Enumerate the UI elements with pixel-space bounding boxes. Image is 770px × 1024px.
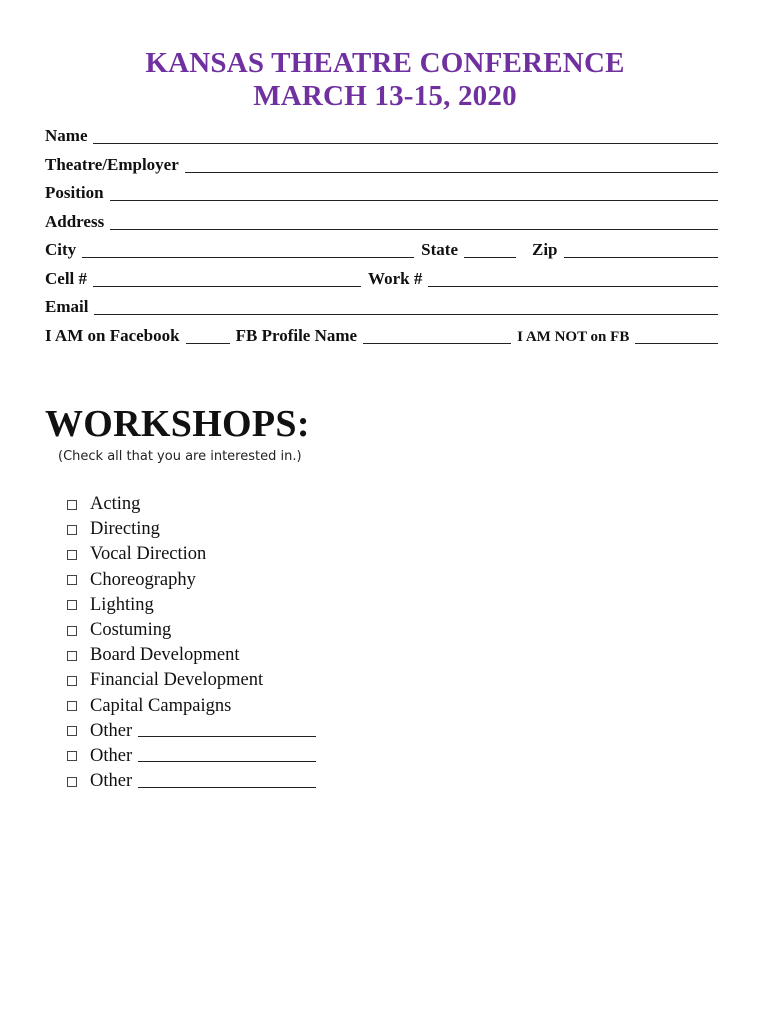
zip-field[interactable] bbox=[564, 241, 718, 258]
checkbox[interactable] bbox=[67, 651, 77, 661]
checkbox[interactable] bbox=[67, 500, 77, 510]
workshop-list bbox=[67, 492, 316, 794]
state-field[interactable] bbox=[464, 241, 516, 258]
other-field[interactable] bbox=[138, 721, 316, 737]
address-field[interactable] bbox=[110, 213, 718, 230]
workshop-label: Choreography bbox=[90, 569, 196, 590]
state-label: State bbox=[421, 240, 458, 259]
not-on-fb-field[interactable] bbox=[635, 327, 718, 344]
checkbox[interactable] bbox=[67, 777, 77, 787]
workshop-item-board-development bbox=[67, 643, 316, 668]
email-row bbox=[45, 295, 718, 317]
workshop-label: Directing bbox=[90, 519, 160, 540]
checkbox[interactable] bbox=[67, 575, 77, 585]
fb-profile-label: FB Profile Name bbox=[235, 326, 358, 345]
workshop-label: Other bbox=[90, 745, 133, 766]
position-label: Position bbox=[45, 183, 104, 202]
work-label: Work # bbox=[368, 269, 423, 288]
workshop-label: Other bbox=[90, 720, 133, 741]
workshop-item-costuming bbox=[67, 618, 316, 643]
email-label: Email bbox=[45, 297, 89, 316]
position-field[interactable] bbox=[110, 184, 718, 201]
theatre-row bbox=[45, 153, 718, 175]
workshop-item-choreography bbox=[67, 568, 316, 593]
workshop-item-other-3 bbox=[67, 769, 316, 794]
workshop-label: Capital Campaigns bbox=[90, 695, 232, 716]
checkbox[interactable] bbox=[67, 751, 77, 761]
workshop-label: Vocal Direction bbox=[90, 544, 207, 565]
workshop-item-lighting bbox=[67, 593, 316, 618]
workshop-label: Financial Development bbox=[90, 670, 264, 691]
address-label: Address bbox=[45, 212, 105, 231]
cell-field[interactable] bbox=[93, 270, 361, 287]
checkbox[interactable] bbox=[67, 626, 77, 636]
workshops-heading: WORKSHOPS: bbox=[45, 403, 310, 445]
conference-title: KANSAS THEATRE CONFERENCE bbox=[145, 47, 625, 79]
cell-label: Cell # bbox=[45, 269, 88, 288]
email-field[interactable] bbox=[94, 298, 718, 315]
city-field[interactable] bbox=[82, 241, 414, 258]
fb-profile-field[interactable] bbox=[363, 327, 511, 344]
workshop-label: Costuming bbox=[90, 620, 172, 641]
facebook-row bbox=[45, 324, 718, 346]
name-row bbox=[45, 124, 718, 146]
on-facebook-label: I AM on Facebook bbox=[45, 326, 180, 345]
workshops-instruction: (Check all that you are interested in.) bbox=[58, 449, 302, 464]
workshop-item-other-2 bbox=[67, 744, 316, 769]
theatre-label: Theatre/Employer bbox=[45, 155, 179, 174]
checkbox[interactable] bbox=[67, 676, 77, 686]
checkbox[interactable] bbox=[67, 726, 77, 736]
workshop-label: Board Development bbox=[90, 645, 240, 666]
name-label: Name bbox=[45, 126, 88, 145]
workshop-label: Acting bbox=[90, 494, 141, 515]
other-field[interactable] bbox=[138, 746, 316, 762]
position-row bbox=[45, 181, 718, 203]
zip-label: Zip bbox=[532, 240, 558, 259]
address-row bbox=[45, 210, 718, 232]
work-field[interactable] bbox=[428, 270, 718, 287]
workshop-item-other-1 bbox=[67, 719, 316, 744]
city-state-zip-row bbox=[45, 238, 718, 260]
other-field[interactable] bbox=[138, 772, 316, 788]
workshop-item-financial-development bbox=[67, 668, 316, 693]
workshop-label: Other bbox=[90, 771, 133, 792]
checkbox[interactable] bbox=[67, 525, 77, 535]
workshop-item-capital-campaigns bbox=[67, 694, 316, 719]
theatre-field[interactable] bbox=[185, 156, 718, 173]
workshop-item-vocal-direction bbox=[67, 542, 316, 567]
workshop-item-directing bbox=[67, 517, 316, 542]
checkbox[interactable] bbox=[67, 600, 77, 610]
not-on-fb-label: I AM NOT on FB bbox=[517, 329, 630, 345]
checkbox[interactable] bbox=[67, 701, 77, 711]
workshop-item-acting bbox=[67, 492, 316, 517]
checkbox[interactable] bbox=[67, 550, 77, 560]
conference-dates: MARCH 13-15, 2020 bbox=[253, 80, 517, 112]
name-field[interactable] bbox=[93, 127, 718, 144]
city-label: City bbox=[45, 240, 77, 259]
phone-row bbox=[45, 267, 718, 289]
on-facebook-field[interactable] bbox=[186, 327, 230, 344]
workshop-label: Lighting bbox=[90, 594, 154, 615]
